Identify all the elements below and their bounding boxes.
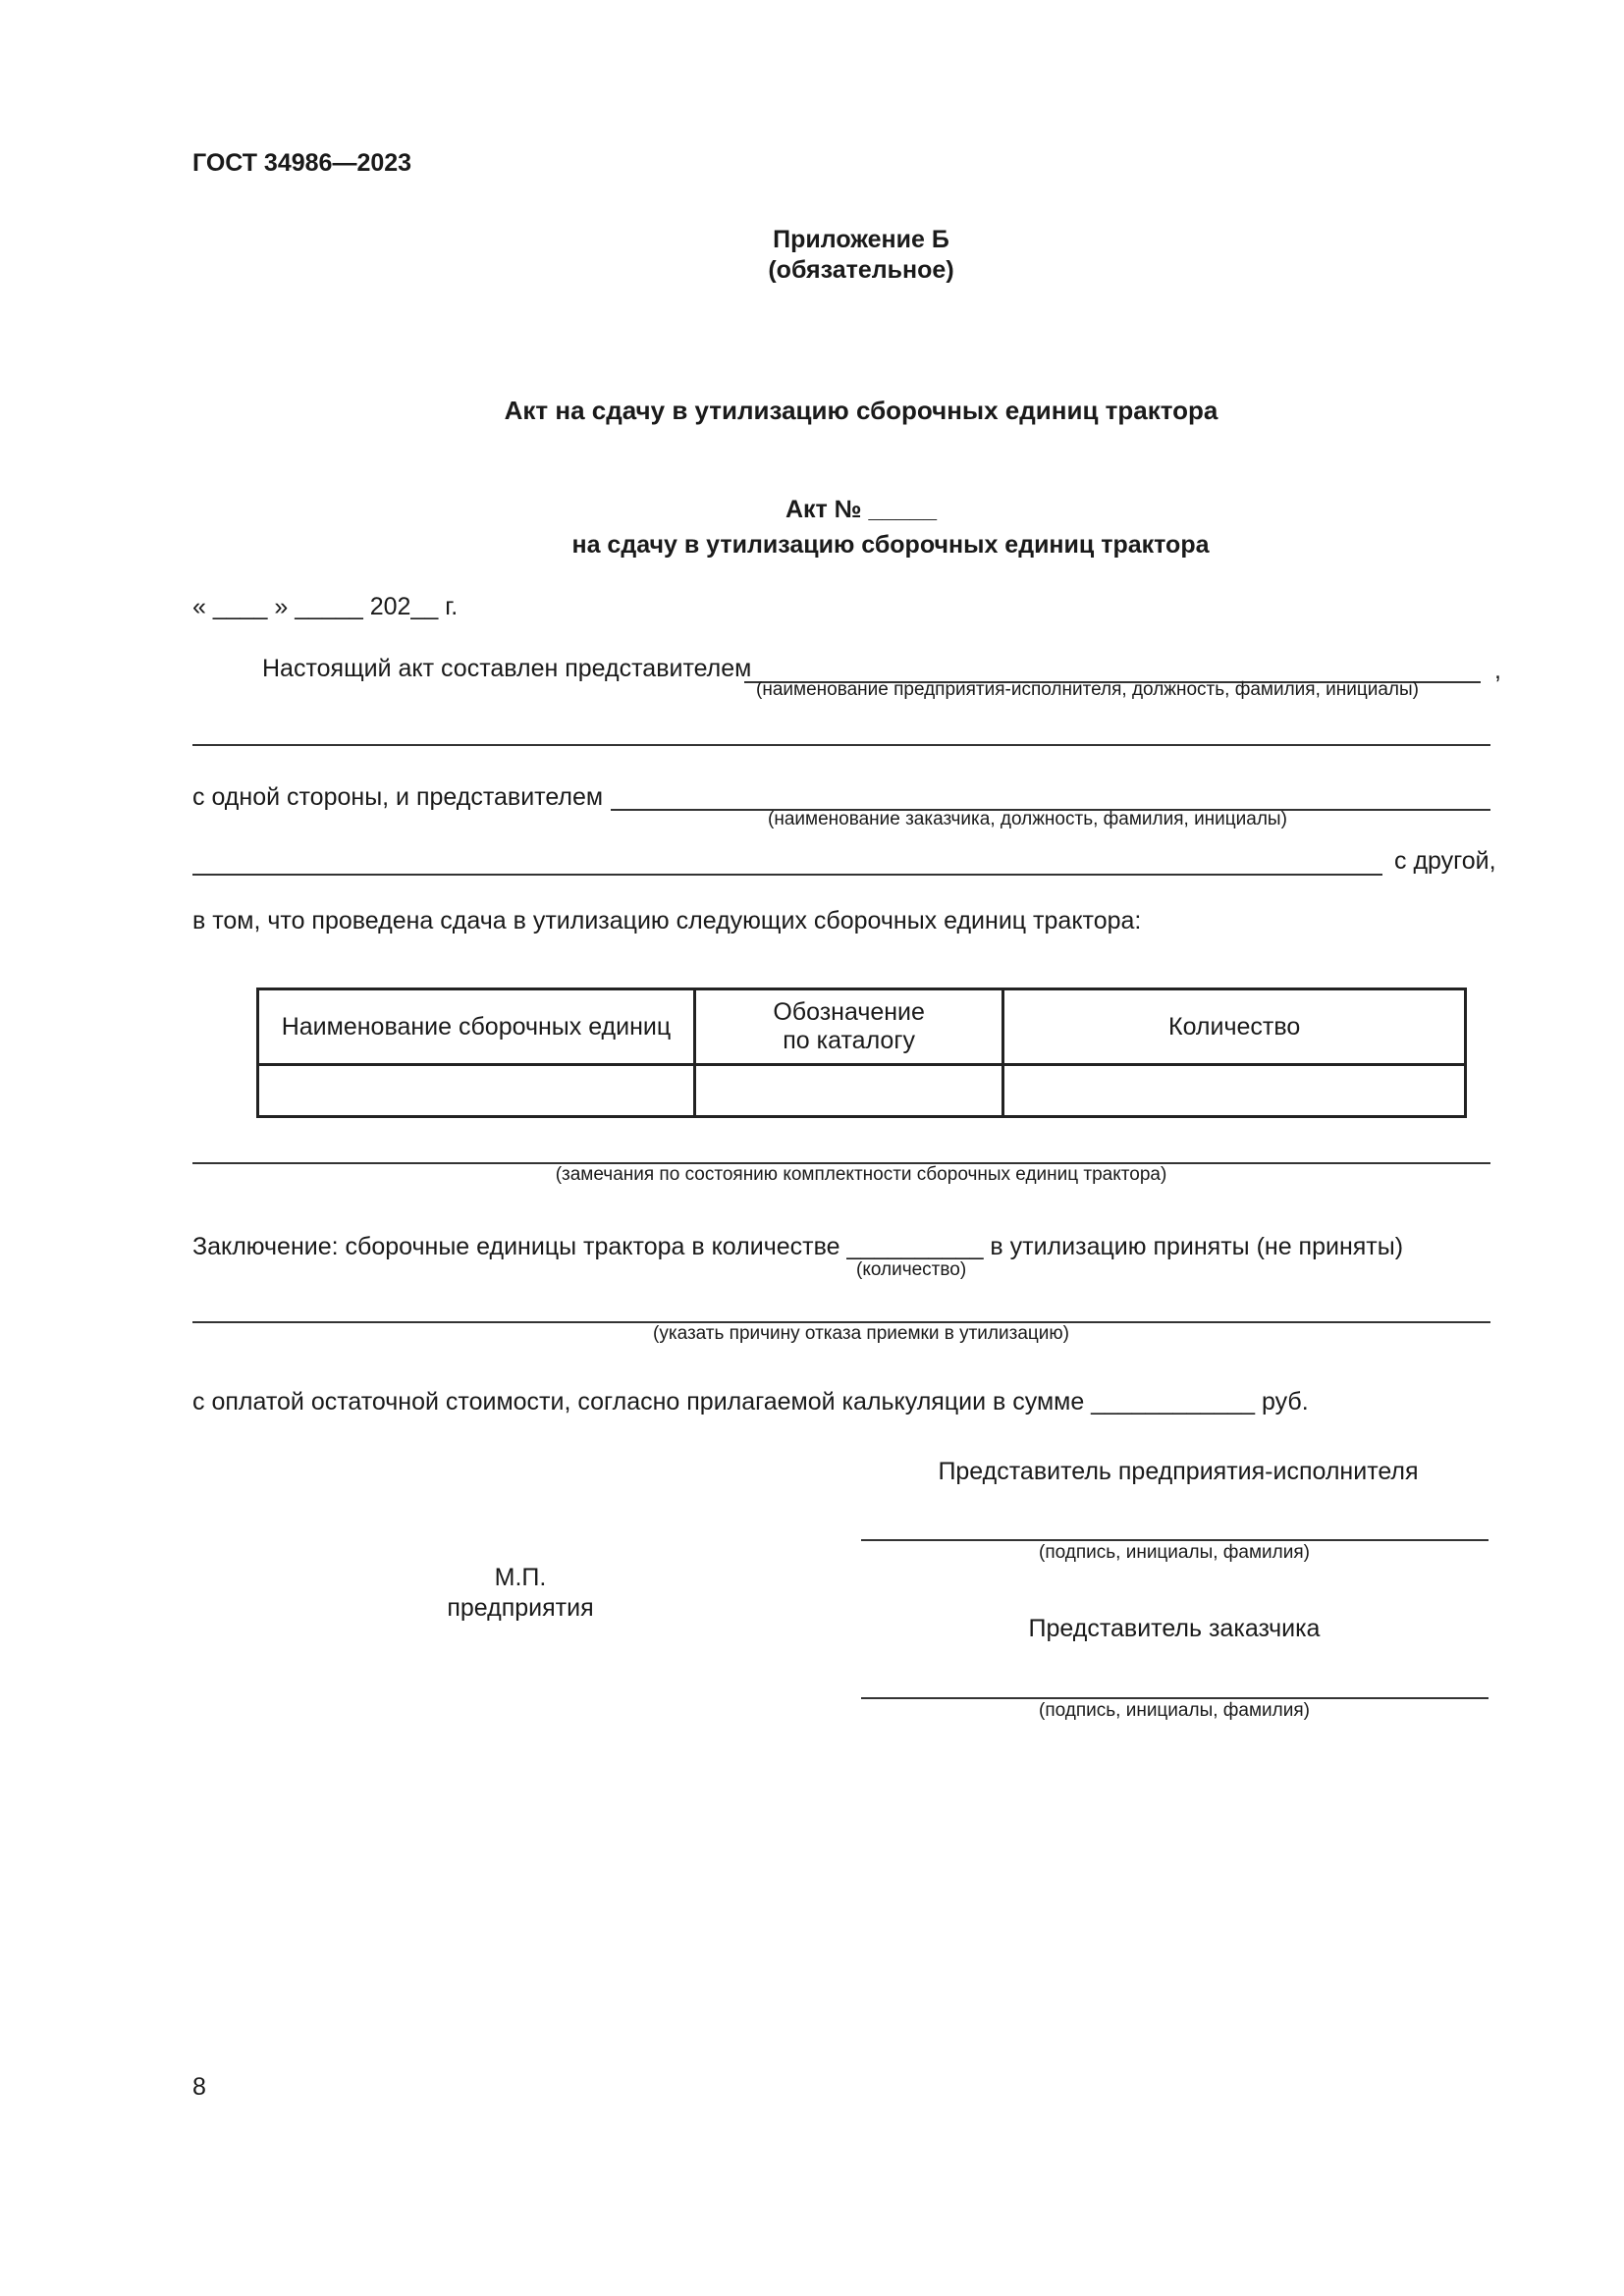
page-number: 8 bbox=[192, 2073, 206, 2101]
executor-continuation-field[interactable] bbox=[192, 744, 1490, 746]
customer-lead: с одной стороны, и представителем bbox=[192, 783, 604, 811]
executor-signature-field[interactable] bbox=[861, 1539, 1489, 1541]
act-number: Акт № _____ bbox=[785, 496, 938, 523]
standard-code: ГОСТ 34986—2023 bbox=[192, 149, 412, 177]
units-table bbox=[256, 988, 1467, 1118]
conclusion-text: Заключение: сборочные единицы трактора в количестве __________ в утилизацию приняты (не приняты) bbox=[192, 1233, 1404, 1260]
header-unit-name: Наименование сборочных единиц bbox=[258, 989, 695, 1065]
customer-continuation-field[interactable] bbox=[192, 874, 1382, 876]
table-row bbox=[258, 1065, 1466, 1117]
customer-tail: с другой, bbox=[1394, 847, 1496, 875]
executor-signature-hint: (подпись, инициалы, фамилия) bbox=[1039, 1542, 1310, 1563]
executor-lead: Настоящий акт составлен представителем bbox=[262, 655, 752, 682]
cell-catalog-designation[interactable] bbox=[694, 1065, 1002, 1117]
remarks-hint: (замечания по состоянию комплектности сборочных единиц трактора) bbox=[555, 1164, 1167, 1185]
quantity-hint: (количество) bbox=[856, 1259, 967, 1280]
table-header-row bbox=[258, 989, 1466, 1065]
appendix-status: (обязательное) bbox=[768, 256, 954, 284]
header-designation-line2: по каталогу bbox=[783, 1027, 915, 1054]
executor-hint: (наименование предприятия-исполнителя, должность, фамилия, инициалы) bbox=[756, 679, 1419, 700]
appendix-title: Приложение Б bbox=[773, 226, 949, 253]
header-catalog-designation bbox=[694, 989, 1002, 1065]
customer-hint: (наименование заказчика, должность, фамилия, инициалы) bbox=[768, 809, 1287, 829]
payment-text: с оплатой остаточной стоимости, согласно прилагаемой калькуляции в сумме ____________ руб. bbox=[192, 1388, 1309, 1415]
executor-signature-title: Представитель предприятия-исполнителя bbox=[938, 1458, 1419, 1485]
customer-signature-field[interactable] bbox=[861, 1697, 1489, 1699]
act-date: « ____ » _____ 202__ г. bbox=[192, 593, 459, 620]
customer-signature-title: Представитель заказчика bbox=[1028, 1615, 1321, 1642]
customer-signature-hint: (подпись, инициалы, фамилия) bbox=[1039, 1700, 1310, 1721]
header-quantity: Количество bbox=[1003, 989, 1466, 1065]
document-title: Акт на сдачу в утилизацию сборочных единиц трактора bbox=[504, 396, 1218, 425]
executor-comma: , bbox=[1494, 657, 1501, 684]
act-subtitle: на сдачу в утилизацию сборочных единиц трактора bbox=[571, 531, 1210, 559]
refusal-hint: (указать причину отказа приемки в утилизацию) bbox=[653, 1323, 1069, 1344]
header-designation-line1: Обозначение bbox=[773, 998, 925, 1026]
intro-text: в том, что проведена сдача в утилизацию следующих сборочных единиц трактора: bbox=[192, 907, 1142, 934]
stamp-enterprise: предприятия bbox=[447, 1594, 594, 1622]
cell-unit-name[interactable] bbox=[258, 1065, 695, 1117]
stamp-label: М.П. bbox=[494, 1564, 547, 1591]
cell-quantity[interactable] bbox=[1003, 1065, 1466, 1117]
